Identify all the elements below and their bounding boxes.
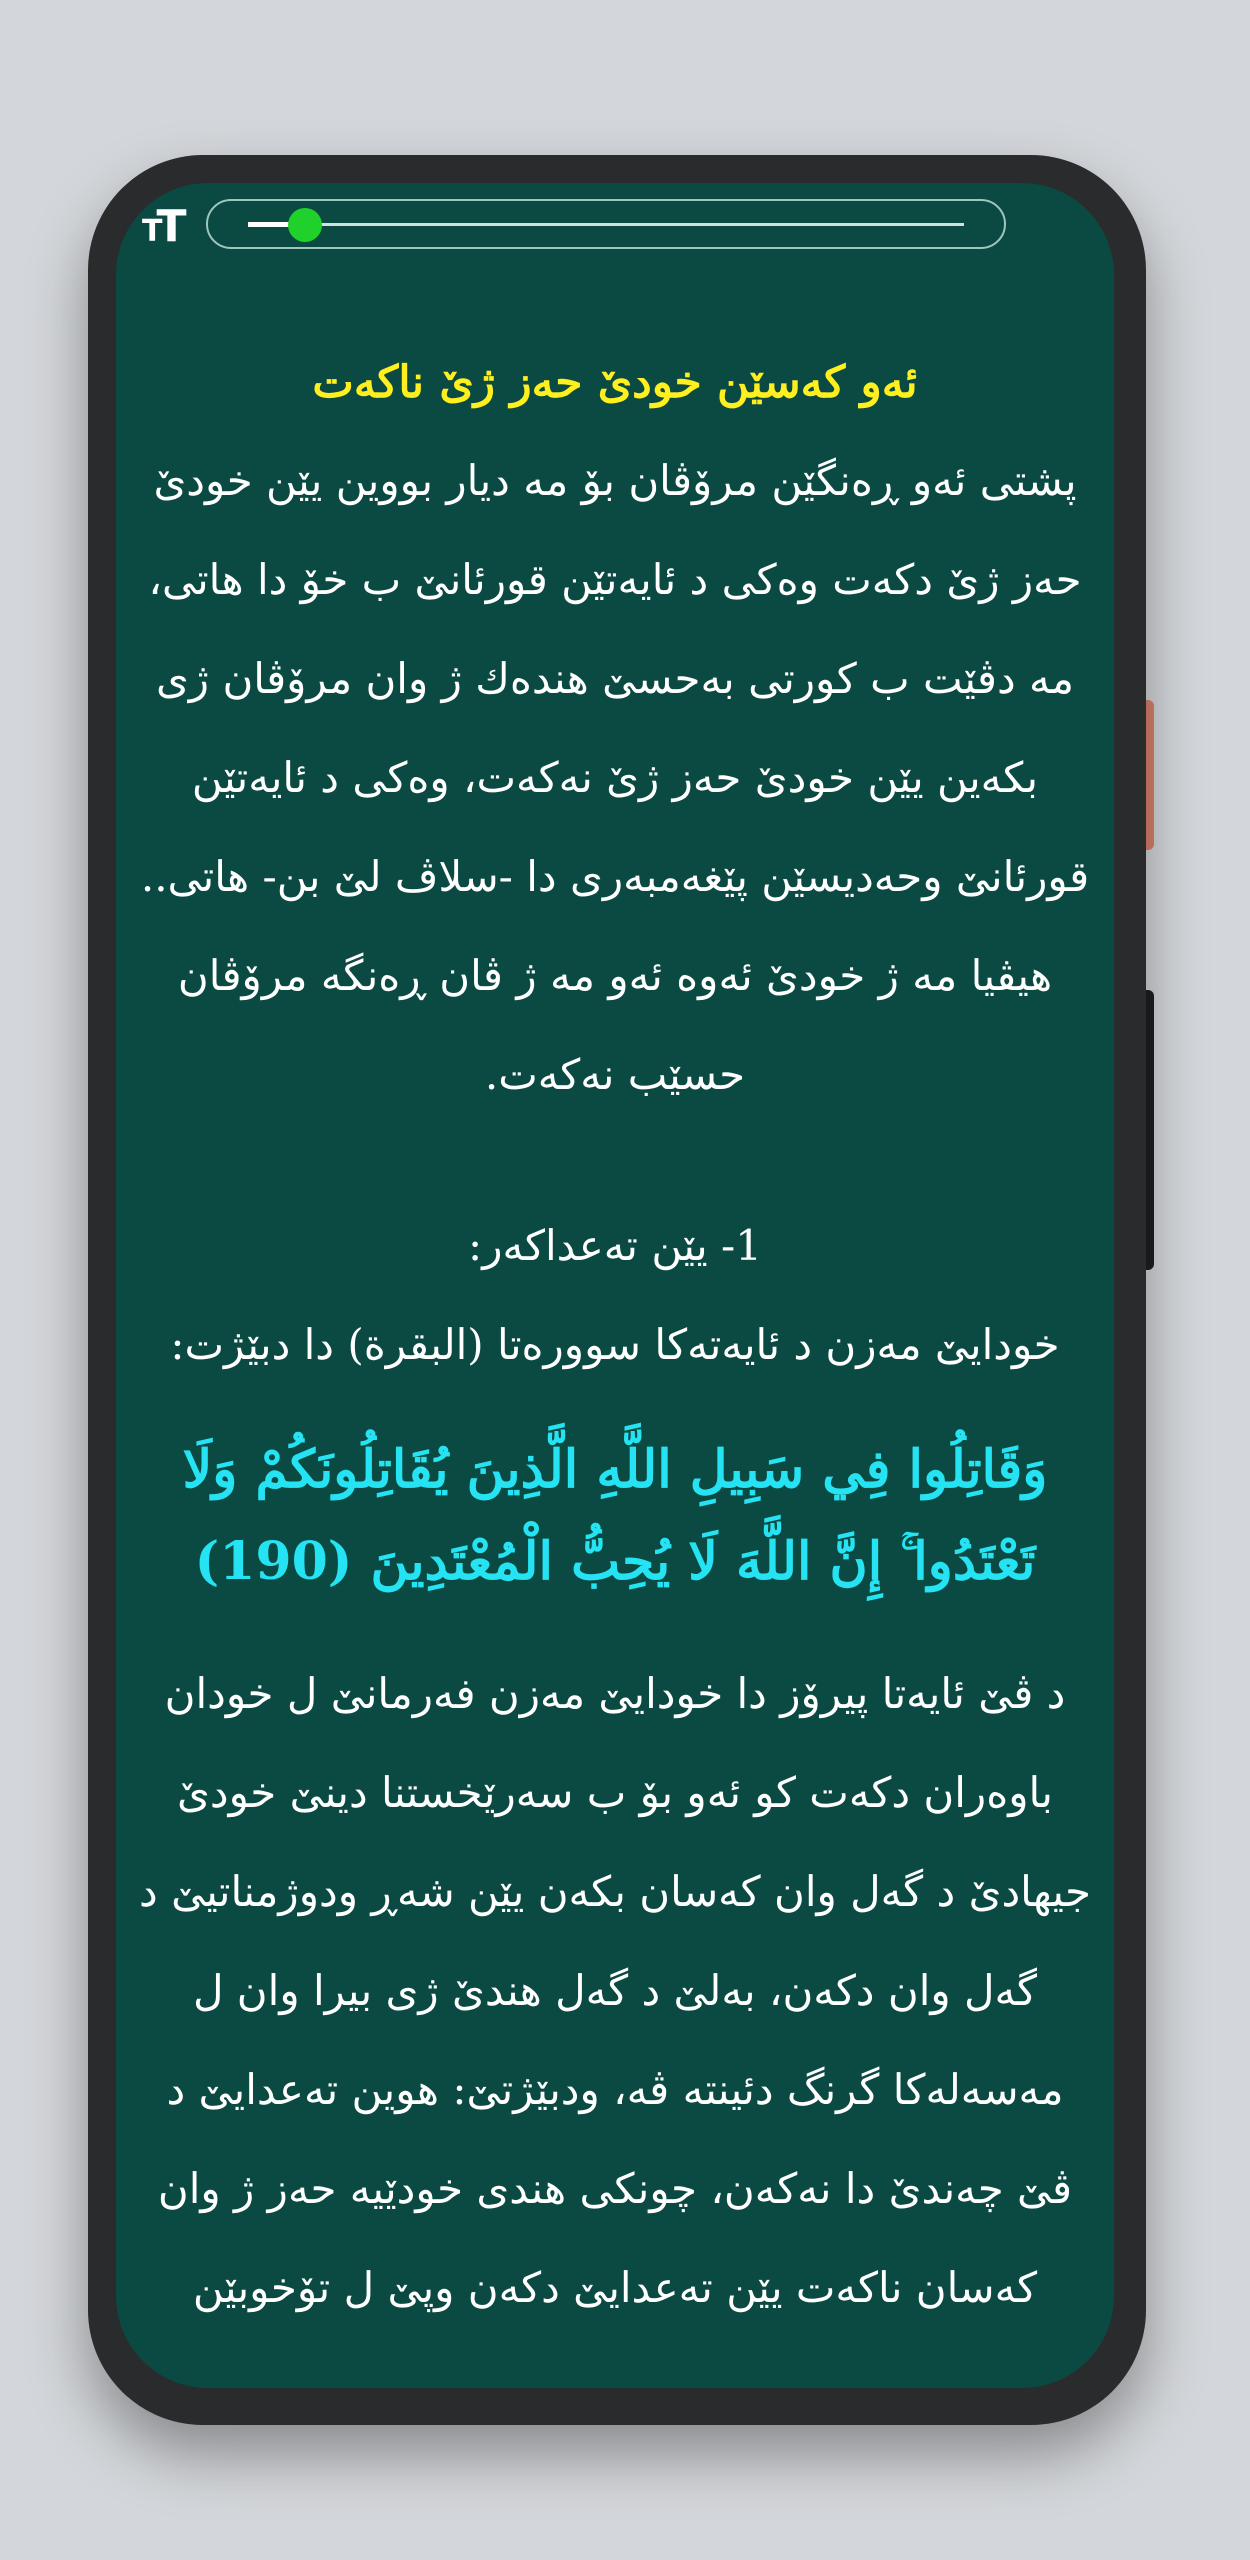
slider-track (248, 223, 964, 226)
explanation-paragraph: د ڤێ ئایەتا پیرۆز دا خودایێ مەزن فەرمانێ ل خودان باوەران دکەت کو ئەو بۆ ب سەرێخستنا دینێ خودێ جیهادێ د گەل وان کەسان بکەن یێن شەڕ ودوژمناتیێ د گەل وان دکەن، بەلێ د گەل هندێ ژی بیرا وان ل مەسەلەکا گرنگ دئینتە ڤە، ودبێژتێ: هوین تەعدایێ د ڤێ چەندێ دا نەکەن، چونکی هندی خودێیە حەز ژ وان کەسان ناکەت یێن تەعدایێ دکەن وپێ ل تۆخوبێن (139, 1669, 1091, 2312)
slider-thumb[interactable] (288, 208, 322, 242)
article-content (116, 353, 1114, 2337)
section-intro: خودایێ مەزن د ئایەتەکا سوورەتا (البقرة) دا دبێژت: (170, 1320, 1060, 1369)
reader-toolbar (116, 183, 1114, 283)
section-heading: 1- یێن تەعداکەر: (468, 1221, 762, 1270)
article-title: ئەو کەسێن خودێ حەز ژێ ناکەت (312, 357, 918, 408)
font-size-icon[interactable]: TT (142, 201, 181, 252)
quran-verse: وَقَاتِلُوا فِي سَبِيلِ اللَّهِ الَّذِينَ يُقَاتِلُونَكُمْ وَلَا تَعْتَدُوا ۚ إِنَّ اللَّهَ لَا يُحِبُّ الْمُعْتَدِينَ (190) (182, 1439, 1048, 1592)
phone-frame (88, 155, 1146, 2425)
reader-screen (116, 183, 1114, 2388)
font-size-slider[interactable] (206, 199, 1006, 249)
intro-paragraph: پشتی ئەو ڕەنگێن مرۆڤان بۆ مە دیار بووین یێن خودێ حەز ژێ دکەت وەکی د ئایەتێن قورئانێ ب خۆ دا هاتی، مە دڤێت ب کورتی بەحسێ هندەك ژ وان مرۆڤان ژی بکەین یێن خودێ حەز ژێ نەکەت، وەکی د ئایەتێن قورئانێ وحەدیسێن پێغەمبەری دا -سلاڤ لێ بن- هاتی.. هیڤیا مە ژ خودێ ئەوە ئەو مە ژ ڤان ڕەنگە مرۆڤان حسێب نەکەت. (140, 456, 1090, 1099)
